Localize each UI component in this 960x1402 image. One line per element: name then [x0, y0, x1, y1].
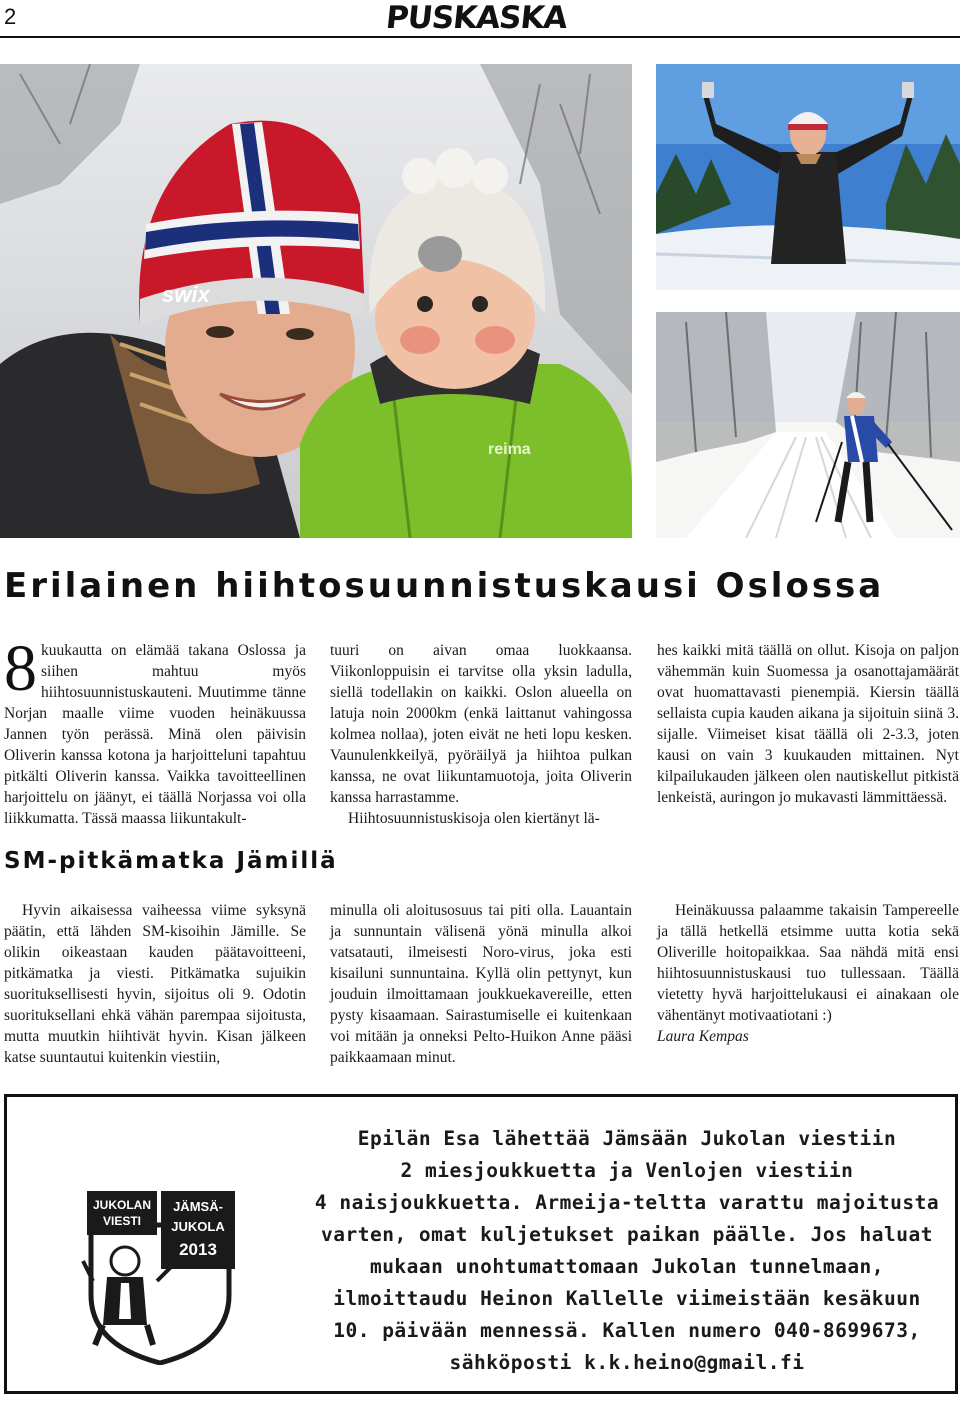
- announcement-line: ilmoittaudu Heinon Kallelle viimeistään kesäkuun: [333, 1287, 921, 1310]
- sm-article-column-1: [4, 900, 306, 1068]
- drop-cap: 8: [4, 632, 37, 705]
- skier-on-trail-photo: [656, 312, 960, 538]
- jumping-skier-photo: [656, 64, 960, 290]
- svg-text:JUKOLAN: JUKOLAN: [92, 1198, 152, 1212]
- sm-article-headline: SM-pitkämatka Jämillä: [4, 848, 338, 874]
- article-paragraph-2-part-1: Hiihtosuunnistuskisoja olen kiertänyt lä-: [348, 810, 600, 827]
- announcement-line: 10. päivään mennessä. Kallen numero 040-8699673,: [333, 1319, 921, 1342]
- sm-article-column-2: [330, 900, 632, 1068]
- sm-paragraph-closing: Heinäkuussa palaamme takaisin Tampereelle ja tällä hetkellä etsimme uutta kotia sekä Oliverille hoitopaikkaa. Saa nähdä mitä ensi hiihtosuunnistuskausi tuo tullessaan. Täällä vietetty hyvä harjoittelukausi ei ainakaan ole vähentänyt motivaatiotani :): [657, 902, 959, 1024]
- svg-text:VIESTI: VIESTI: [102, 1214, 142, 1228]
- sm-article-column-3: [657, 900, 959, 1047]
- article-column-2: [330, 640, 632, 829]
- announcement-line: 2 miesjoukkuetta ja Venlojen viestiin: [400, 1159, 854, 1182]
- announcement-text: [307, 1123, 947, 1379]
- page-number: 2: [4, 4, 17, 29]
- article-headline: Erilainen hiihtosuunnistuskausi Oslossa: [4, 566, 885, 606]
- jacket-brand-text: reima: [488, 441, 531, 458]
- svg-text:JUKOLA: JUKOLA: [171, 1219, 225, 1234]
- header-rule: [0, 36, 960, 38]
- sm-paragraph-part-1: Hyvin aikaisessa vaiheessa viime syksynä päätin, että lähden SM-kisoihin Jämille. Se olikin oikeastaan kauden päätavoitteeni, pitkämatka ja viesti. Pitkämatka sujuikin suorituksellisesti hyvin, sijoitus oli 9. Odotin suorituksellani ehkä vähän parempaa sijoitusta, mutta muutkin hiihtivät hyvin. Kisan jälkeen katse suuntautui kuitenkin viestiin,: [4, 902, 306, 1066]
- article-paragraph-1-part-2: tuuri on aivan omaa luokkaansa. Viikonloppuisin ei tarvitse olla yksin ladulla, siellä todellakin on kaikki. Oslon alueella on latuja noin 2000km (enkä laittanut vahingossa kolmea nollaa), joten eivät ne heti lopu kesken. Vaunulenkkeilyä, pyöräilyä ja hiihtoa pulkan kanssa, ne ovat liikuntamuotoja, joita Oliverin kanssa harrastamme.: [330, 642, 632, 806]
- jamsa-jukola-logo: [81, 1185, 239, 1365]
- announcement-email-line[interactable]: sähköposti k.k.heino@gmail.fi: [449, 1351, 805, 1374]
- cap-brand-text: swix: [162, 282, 210, 307]
- jukola-announcement-box: [4, 1094, 958, 1394]
- article-paragraph-1-part-1: kuukautta on elämää takana Oslossa ja siihen mahtuu myös hiihtosuunnistuskauteni. Muutimme tänne Norjan maalle viime vuoden heinäkuussa Jannen työn perässä. Minä olen päivisin Oliverin kanssa kotona ja harjoitteluni tapahtuu pitkälti Oliverin kanssa. Vaikka tavoitteellinen harjoittelu on jäänyt, ei täällä Norjassa voi olla liikkumatta. Tässä maassa liikuntakult-: [4, 642, 306, 827]
- sm-paragraph-part-2: minulla oli aloitusosuus tai piti olla. Lauantain ja sunnuntain välisenä yönä minulla alkoi vatsatauti, ilmeisesti Noro-virus, joka esti kisailuni sunnuntaina. Kyllä olin pettynyt, kun jouduin ilmoittamaan joukkuekavereille, etten pysty kisaamaan. Sairastumiselle ei kuitenkaan voi mitään ja onneksi Pelto-Huikon Anne pääsi paikkaamaan minut.: [330, 902, 632, 1066]
- masthead-logo: PUSKASKA: [384, 0, 569, 36]
- article-paragraph-2-part-2: hes kaikki mitä täällä on ollut. Kisoja on paljon vähemmän kuin Suomessa ja osanottajamäärät ovat huomattavasti pienempiä. Kiersin täällä sellaista cupia kauden aikana ja sijoituin siinä 3. sijalle. Viimeiset kisat täällä oli 2-3.3, joten kausi on vain 3 kuukauden mittainen. Nyt kilpailukauden jälkeen olen nautiskellut pitkistä lenkeistä, auringon jo mukavasti lämmittäessä.: [657, 642, 959, 806]
- announcement-line: Epilän Esa lähettää Jämsään Jukolan viestiin: [357, 1127, 897, 1150]
- svg-text:2013: 2013: [179, 1240, 217, 1259]
- announcement-line: 4 naisjoukkuetta. Armeija-teltta varattu majoitusta: [314, 1191, 940, 1214]
- article-column-3: [657, 640, 959, 808]
- announcement-line: mukaan unohtumattomaan Jukolan tunnelmaan,: [369, 1255, 885, 1278]
- announcement-line: varten, omat kuljetukset paikan päälle. Jos haluat: [321, 1223, 933, 1246]
- svg-text:JÄMSÄ-: JÄMSÄ-: [173, 1199, 223, 1214]
- article-column-1: [4, 632, 306, 829]
- author-signature: Laura Kempas: [657, 1028, 749, 1045]
- mother-and-child-photo: [0, 64, 632, 538]
